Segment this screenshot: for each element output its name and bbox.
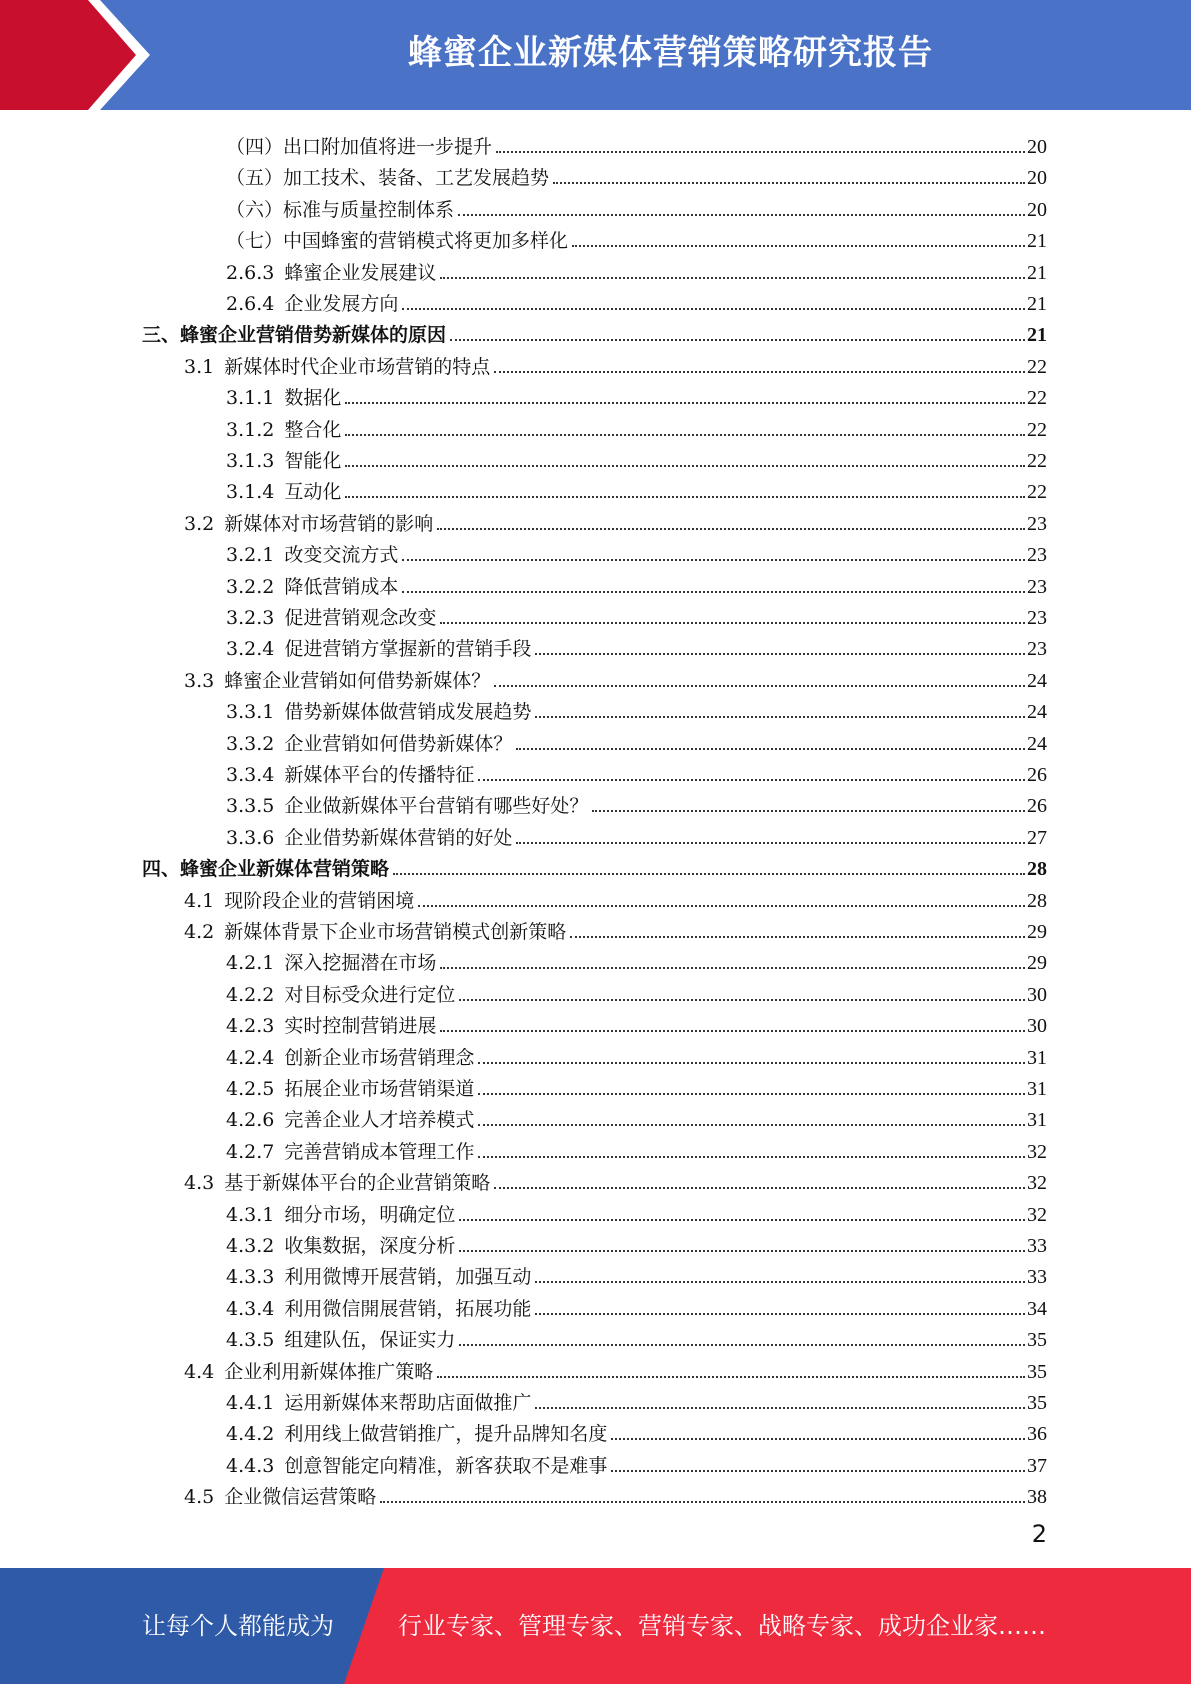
- toc-entry-label: 企业微信运营策略: [224, 1486, 377, 1509]
- toc-entry-label: 细分市场，明确定位: [284, 1203, 456, 1226]
- toc-dot-leader: [516, 842, 1025, 844]
- toc-dot-leader: [553, 182, 1025, 184]
- toc-entry[interactable]: [226, 944, 1047, 975]
- toc-entry[interactable]: [226, 191, 1047, 222]
- toc-entry[interactable]: [184, 662, 1047, 693]
- toc-dot-leader: [535, 1281, 1025, 1283]
- toc-entry-page: 23: [1027, 607, 1047, 629]
- toc-entry-label: 组建队伍，保证实力: [284, 1329, 456, 1352]
- toc-dot-leader: [450, 339, 1025, 341]
- toc-entry-label: 创新企业市场营销理念: [284, 1046, 475, 1069]
- toc-entry[interactable]: [226, 1321, 1047, 1352]
- toc-entry-number: 4.2.3: [226, 1015, 275, 1038]
- toc-entry-page: 21: [1027, 293, 1047, 315]
- toc-entry-page: 33: [1027, 1235, 1047, 1257]
- toc-dot-leader: [459, 1250, 1025, 1252]
- toc-dot-leader: [478, 1093, 1025, 1095]
- toc-entry[interactable]: [226, 787, 1047, 818]
- toc-entry[interactable]: [226, 1101, 1047, 1132]
- toc-dot-leader: [496, 151, 1025, 153]
- toc-entry[interactable]: [226, 1133, 1047, 1164]
- toc-entry-number: 4.4.2: [226, 1423, 275, 1446]
- toc-entry-label: 整合化: [284, 418, 342, 441]
- toc-entry-page: 22: [1027, 418, 1047, 441]
- toc-entry-number: 3.1: [184, 355, 215, 378]
- toc-dot-leader: [437, 1376, 1025, 1378]
- toc-entry-label: 创意智能定向精准，新客获取不是难事: [284, 1454, 608, 1477]
- toc-entry-page: 20: [1027, 136, 1047, 158]
- toc-entry-label: （四）出口附加值将进一步提升: [226, 136, 493, 158]
- document-title: 蜂蜜企业新媒体营销策略研究报告: [408, 33, 933, 73]
- toc-entry[interactable]: [226, 1039, 1047, 1070]
- toc-entry[interactable]: [226, 473, 1047, 504]
- toc-entry[interactable]: [142, 316, 1047, 347]
- toc-dot-leader: [478, 1062, 1025, 1064]
- toc-entry-page: 30: [1027, 983, 1047, 1006]
- toc-entry[interactable]: [184, 505, 1047, 536]
- toc-dot-leader: [402, 591, 1025, 593]
- toc-entry[interactable]: [226, 285, 1047, 316]
- toc-entry-page: 22: [1027, 450, 1047, 472]
- toc-entry-label: （六）标准与质量控制体系: [226, 198, 455, 221]
- toc-entry-label: 现阶段企业的营销困境: [224, 889, 415, 912]
- toc-dot-leader: [611, 1438, 1025, 1440]
- toc-entry-label: 企业利用新媒体推广策略: [224, 1360, 434, 1383]
- toc-entry-label: 运用新媒体来帮助店面做推广: [284, 1392, 532, 1414]
- toc-entry[interactable]: [226, 1070, 1047, 1101]
- toc-entry-label: 利用线上做营销推广，提升品牌知名度: [284, 1423, 608, 1446]
- toc-entry-number: 4.3: [184, 1172, 215, 1195]
- toc-entry-label: 促进营销观念改变: [284, 607, 437, 629]
- toc-entry-number: 4.2.7: [226, 1140, 275, 1163]
- toc-entry[interactable]: [184, 348, 1047, 379]
- toc-dot-leader: [345, 465, 1025, 467]
- toc-entry[interactable]: [184, 1164, 1047, 1195]
- toc-dot-leader: [440, 967, 1025, 969]
- toc-entry-number: 3.2.4: [226, 638, 275, 661]
- toc-dot-leader: [459, 1219, 1025, 1221]
- toc-dot-leader: [535, 653, 1025, 655]
- toc-entry-number: 2.6.4: [226, 293, 275, 315]
- toc-entry-page: 32: [1027, 1172, 1047, 1195]
- toc-dot-leader: [478, 779, 1025, 781]
- toc-entry-label: 四、蜂蜜企业新媒体营销策略: [142, 858, 390, 881]
- toc-entry-number: 4.3.5: [226, 1329, 275, 1352]
- toc-entry-number: 4.4.3: [226, 1454, 275, 1477]
- page-footer: [0, 1568, 1191, 1684]
- header-chevron-icon: [0, 0, 160, 110]
- toc-entry-number: 4.5: [184, 1486, 215, 1509]
- toc-dot-leader: [437, 528, 1025, 530]
- toc-entry-page: 29: [1027, 952, 1047, 975]
- toc-entry-number: 4.4.1: [226, 1392, 275, 1414]
- toc-entry[interactable]: [184, 882, 1047, 913]
- toc-entry[interactable]: [184, 913, 1047, 944]
- toc-entry-label: 三、蜂蜜企业营销借势新媒体的原因: [142, 324, 447, 347]
- toc-entry-page: 29: [1027, 921, 1047, 943]
- toc-entry-page: 35: [1027, 1360, 1047, 1383]
- toc-entry-page: 26: [1027, 795, 1047, 818]
- toc-entry[interactable]: [226, 1258, 1047, 1289]
- toc-entry-page: 31: [1027, 1078, 1047, 1100]
- toc-entry-number: 3.3.1: [226, 701, 275, 724]
- toc-entry[interactable]: [184, 1478, 1047, 1509]
- footer-slogan-right: 行业专家、管理专家、营销专家、战略专家、成功企业家……: [398, 1612, 1046, 1640]
- toc-entry-page: 23: [1027, 544, 1047, 567]
- toc-entry-number: 3.3.4: [226, 764, 275, 786]
- toc-entry-label: 企业借势新媒体营销的好处: [284, 826, 513, 849]
- toc-dot-leader: [393, 873, 1025, 875]
- toc-entry-label: 深入挖掘潜在市场: [284, 952, 437, 975]
- toc-entry[interactable]: [226, 568, 1047, 599]
- toc-dot-leader: [570, 936, 1025, 938]
- toc-entry-label: 促进营销方掌握新的营销手段: [284, 638, 532, 661]
- toc-entry-number: 4.2.5: [226, 1078, 275, 1100]
- toc-dot-leader: [345, 496, 1025, 498]
- toc-dot-leader: [535, 1407, 1025, 1409]
- toc-dot-leader: [402, 308, 1025, 310]
- toc-entry[interactable]: [226, 819, 1047, 850]
- toc-entry-page: 37: [1027, 1454, 1047, 1477]
- toc-entry-page: 22: [1027, 355, 1047, 378]
- toc-entry-page: 21: [1027, 261, 1047, 284]
- toc-entry[interactable]: [226, 599, 1047, 630]
- toc-entry-label: 企业发展方向: [284, 293, 399, 315]
- toc-entry-number: 4.2.1: [226, 952, 275, 975]
- toc-entry[interactable]: [226, 442, 1047, 473]
- toc-entry[interactable]: [226, 630, 1047, 661]
- toc-entry-page: 21: [1027, 230, 1047, 253]
- toc-entry-number: 3.3.6: [226, 826, 275, 849]
- toc-entry-label: 企业营销如何借势新媒体？: [284, 732, 513, 755]
- toc-entry-number: 4.4: [184, 1360, 215, 1383]
- toc-entry-label: 对目标受众进行定位: [284, 983, 456, 1006]
- toc-entry[interactable]: [226, 1447, 1047, 1478]
- toc-entry-label: 互动化: [284, 481, 342, 504]
- toc-dot-leader: [402, 559, 1025, 561]
- toc-entry-page: 23: [1027, 575, 1047, 598]
- toc-entry[interactable]: [226, 254, 1047, 285]
- toc-entry[interactable]: [226, 756, 1047, 787]
- footer-slogan-left: 让每个人都能成为: [142, 1612, 334, 1640]
- toc-entry-label: 智能化: [284, 450, 342, 472]
- toc-dot-leader: [345, 434, 1025, 436]
- toc-entry-page: 30: [1027, 1015, 1047, 1038]
- toc-dot-leader: [494, 685, 1025, 687]
- toc-dot-leader: [611, 1470, 1025, 1472]
- toc-entry[interactable]: [226, 128, 1047, 159]
- toc-entry[interactable]: [226, 725, 1047, 756]
- toc-entry-label: 完善企业人才培养模式: [284, 1109, 475, 1132]
- toc-entry[interactable]: [226, 1007, 1047, 1038]
- toc-entry[interactable]: [226, 1196, 1047, 1227]
- toc-entry-label: 改变交流方式: [284, 544, 399, 567]
- toc-entry-page: 35: [1027, 1329, 1047, 1352]
- toc-entry-page: 21: [1027, 324, 1047, 347]
- toc-entry[interactable]: [226, 693, 1047, 724]
- toc-entry-label: 实时控制营销进展: [284, 1015, 437, 1038]
- toc-entry-label: 蜂蜜企业发展建议: [284, 261, 437, 284]
- toc-dot-leader: [494, 1187, 1025, 1189]
- toc-dot-leader: [345, 402, 1025, 404]
- toc-entry-label: 新媒体对市场营销的影响: [224, 512, 434, 535]
- toc-dot-leader: [440, 277, 1025, 279]
- toc-dot-leader: [459, 999, 1025, 1001]
- toc-entry-page: 28: [1027, 858, 1047, 881]
- toc-entry-page: 31: [1027, 1046, 1047, 1069]
- toc-entry-label: 企业做新媒体平台营销有哪些好处？: [284, 795, 589, 818]
- toc-entry[interactable]: [226, 1384, 1047, 1415]
- toc-entry-page: 27: [1027, 826, 1047, 849]
- toc-entry-number: 3.2: [184, 512, 215, 535]
- toc-entry-number: 3.1.3: [226, 450, 275, 472]
- toc-entry[interactable]: [226, 976, 1047, 1007]
- toc-entry-number: 4.2: [184, 921, 215, 943]
- toc-entry-label: （七）中国蜂蜜的营销模式将更加多样化: [226, 230, 569, 253]
- toc-entry-page: 28: [1027, 889, 1047, 912]
- toc-entry-number: 4.3.3: [226, 1266, 275, 1289]
- toc-entry-page: 22: [1027, 387, 1047, 410]
- toc-entry-page: 31: [1027, 1109, 1047, 1132]
- toc-entry-page: 24: [1027, 732, 1047, 755]
- toc-entry[interactable]: [142, 850, 1047, 881]
- toc-entry[interactable]: [226, 1415, 1047, 1446]
- toc-entry-page: 23: [1027, 638, 1047, 661]
- toc-entry-page: 38: [1027, 1486, 1047, 1509]
- toc-entry[interactable]: [226, 1290, 1047, 1321]
- toc-dot-leader: [516, 748, 1025, 750]
- toc-entry-number: 4.3.2: [226, 1235, 275, 1257]
- page-number: 2: [1031, 1520, 1047, 1548]
- toc-entry[interactable]: [226, 379, 1047, 410]
- toc-dot-leader: [440, 622, 1025, 624]
- toc-entry-page: 33: [1027, 1266, 1047, 1289]
- toc-entry-label: 新媒体背景下企业市场营销模式创新策略: [224, 921, 567, 943]
- toc-entry-label: 新媒体时代企业市场营销的特点: [224, 355, 491, 378]
- toc-dot-leader: [572, 245, 1025, 247]
- toc-entry-label: 完善营销成本管理工作: [284, 1140, 475, 1163]
- toc-entry-number: 4.1: [184, 889, 215, 912]
- toc-entry[interactable]: [226, 222, 1047, 253]
- toc-dot-leader: [458, 214, 1025, 216]
- toc-entry-page: 24: [1027, 701, 1047, 724]
- toc-entry-label: （五）加工技术、装备、工艺发展趋势: [226, 167, 550, 190]
- header-red-chevron: [0, 0, 136, 110]
- toc-entry-page: 32: [1027, 1203, 1047, 1226]
- toc-entry-page: 24: [1027, 669, 1047, 692]
- toc-entry-number: 4.2.2: [226, 983, 275, 1006]
- toc-dot-leader: [440, 1030, 1025, 1032]
- toc-entry-label: 基于新媒体平台的企业营销策略: [224, 1172, 491, 1195]
- toc-dot-leader: [478, 1156, 1025, 1158]
- page-header: [0, 0, 1191, 110]
- toc-entry-number: 3.1.2: [226, 418, 275, 441]
- toc-entry-label: 蜂蜜企业营销如何借势新媒体？: [224, 669, 491, 692]
- toc-entry-page: 20: [1027, 198, 1047, 221]
- toc-entry[interactable]: [226, 536, 1047, 567]
- toc-entry-number: 4.3.4: [226, 1297, 275, 1320]
- toc-entry-label: 利用微博开展营销，加强互动: [284, 1266, 532, 1289]
- toc-entry-page: 35: [1027, 1392, 1047, 1414]
- toc-dot-leader: [380, 1501, 1025, 1503]
- toc-entry-number: 4.2.6: [226, 1109, 275, 1132]
- toc-entry-label: 借势新媒体做营销成发展趋势: [284, 701, 532, 724]
- toc-entry-number: 3.3: [184, 669, 215, 692]
- toc-entry-number: 2.6.3: [226, 261, 275, 284]
- toc-dot-leader: [418, 905, 1025, 907]
- toc-entry-page: 32: [1027, 1140, 1047, 1163]
- toc-entry-number: 4.2.4: [226, 1046, 275, 1069]
- toc-dot-leader: [459, 1344, 1025, 1346]
- toc-entry-number: 3.1.4: [226, 481, 275, 504]
- toc-entry-page: 23: [1027, 512, 1047, 535]
- toc-entry-number: 4.3.1: [226, 1203, 275, 1226]
- toc-entry[interactable]: [226, 1227, 1047, 1258]
- toc-entry[interactable]: [184, 1353, 1047, 1384]
- toc-entry-page: 20: [1027, 167, 1047, 190]
- toc-entry-number: 3.3.2: [226, 732, 275, 755]
- toc-entry-number: 3.2.1: [226, 544, 275, 567]
- toc-dot-leader: [494, 371, 1025, 373]
- toc-entry-label: 降低营销成本: [284, 575, 399, 598]
- toc-entry-label: 利用微信開展营销，拓展功能: [284, 1297, 532, 1320]
- toc-entry-page: 36: [1027, 1423, 1047, 1446]
- toc-dot-leader: [478, 1124, 1025, 1126]
- toc-entry-page: 34: [1027, 1297, 1047, 1320]
- toc-entry[interactable]: [226, 411, 1047, 442]
- toc-entry-number: 3.3.5: [226, 795, 275, 818]
- toc-entry-number: 3.2.2: [226, 575, 275, 598]
- toc-entry-page: 26: [1027, 764, 1047, 786]
- toc-dot-leader: [535, 716, 1025, 718]
- toc-entry-label: 收集数据，深度分析: [284, 1235, 456, 1257]
- toc-dot-leader: [592, 810, 1025, 812]
- toc-entry[interactable]: [226, 159, 1047, 190]
- toc-entry-number: 3.2.3: [226, 607, 275, 629]
- toc-entry-label: 数据化: [284, 387, 342, 410]
- toc-entry-label: 新媒体平台的传播特征: [284, 764, 475, 786]
- toc-entry-number: 3.1.1: [226, 387, 275, 410]
- toc-dot-leader: [535, 1313, 1025, 1315]
- toc-entry-page: 22: [1027, 481, 1047, 504]
- toc-entry-label: 拓展企业市场营销渠道: [284, 1078, 475, 1100]
